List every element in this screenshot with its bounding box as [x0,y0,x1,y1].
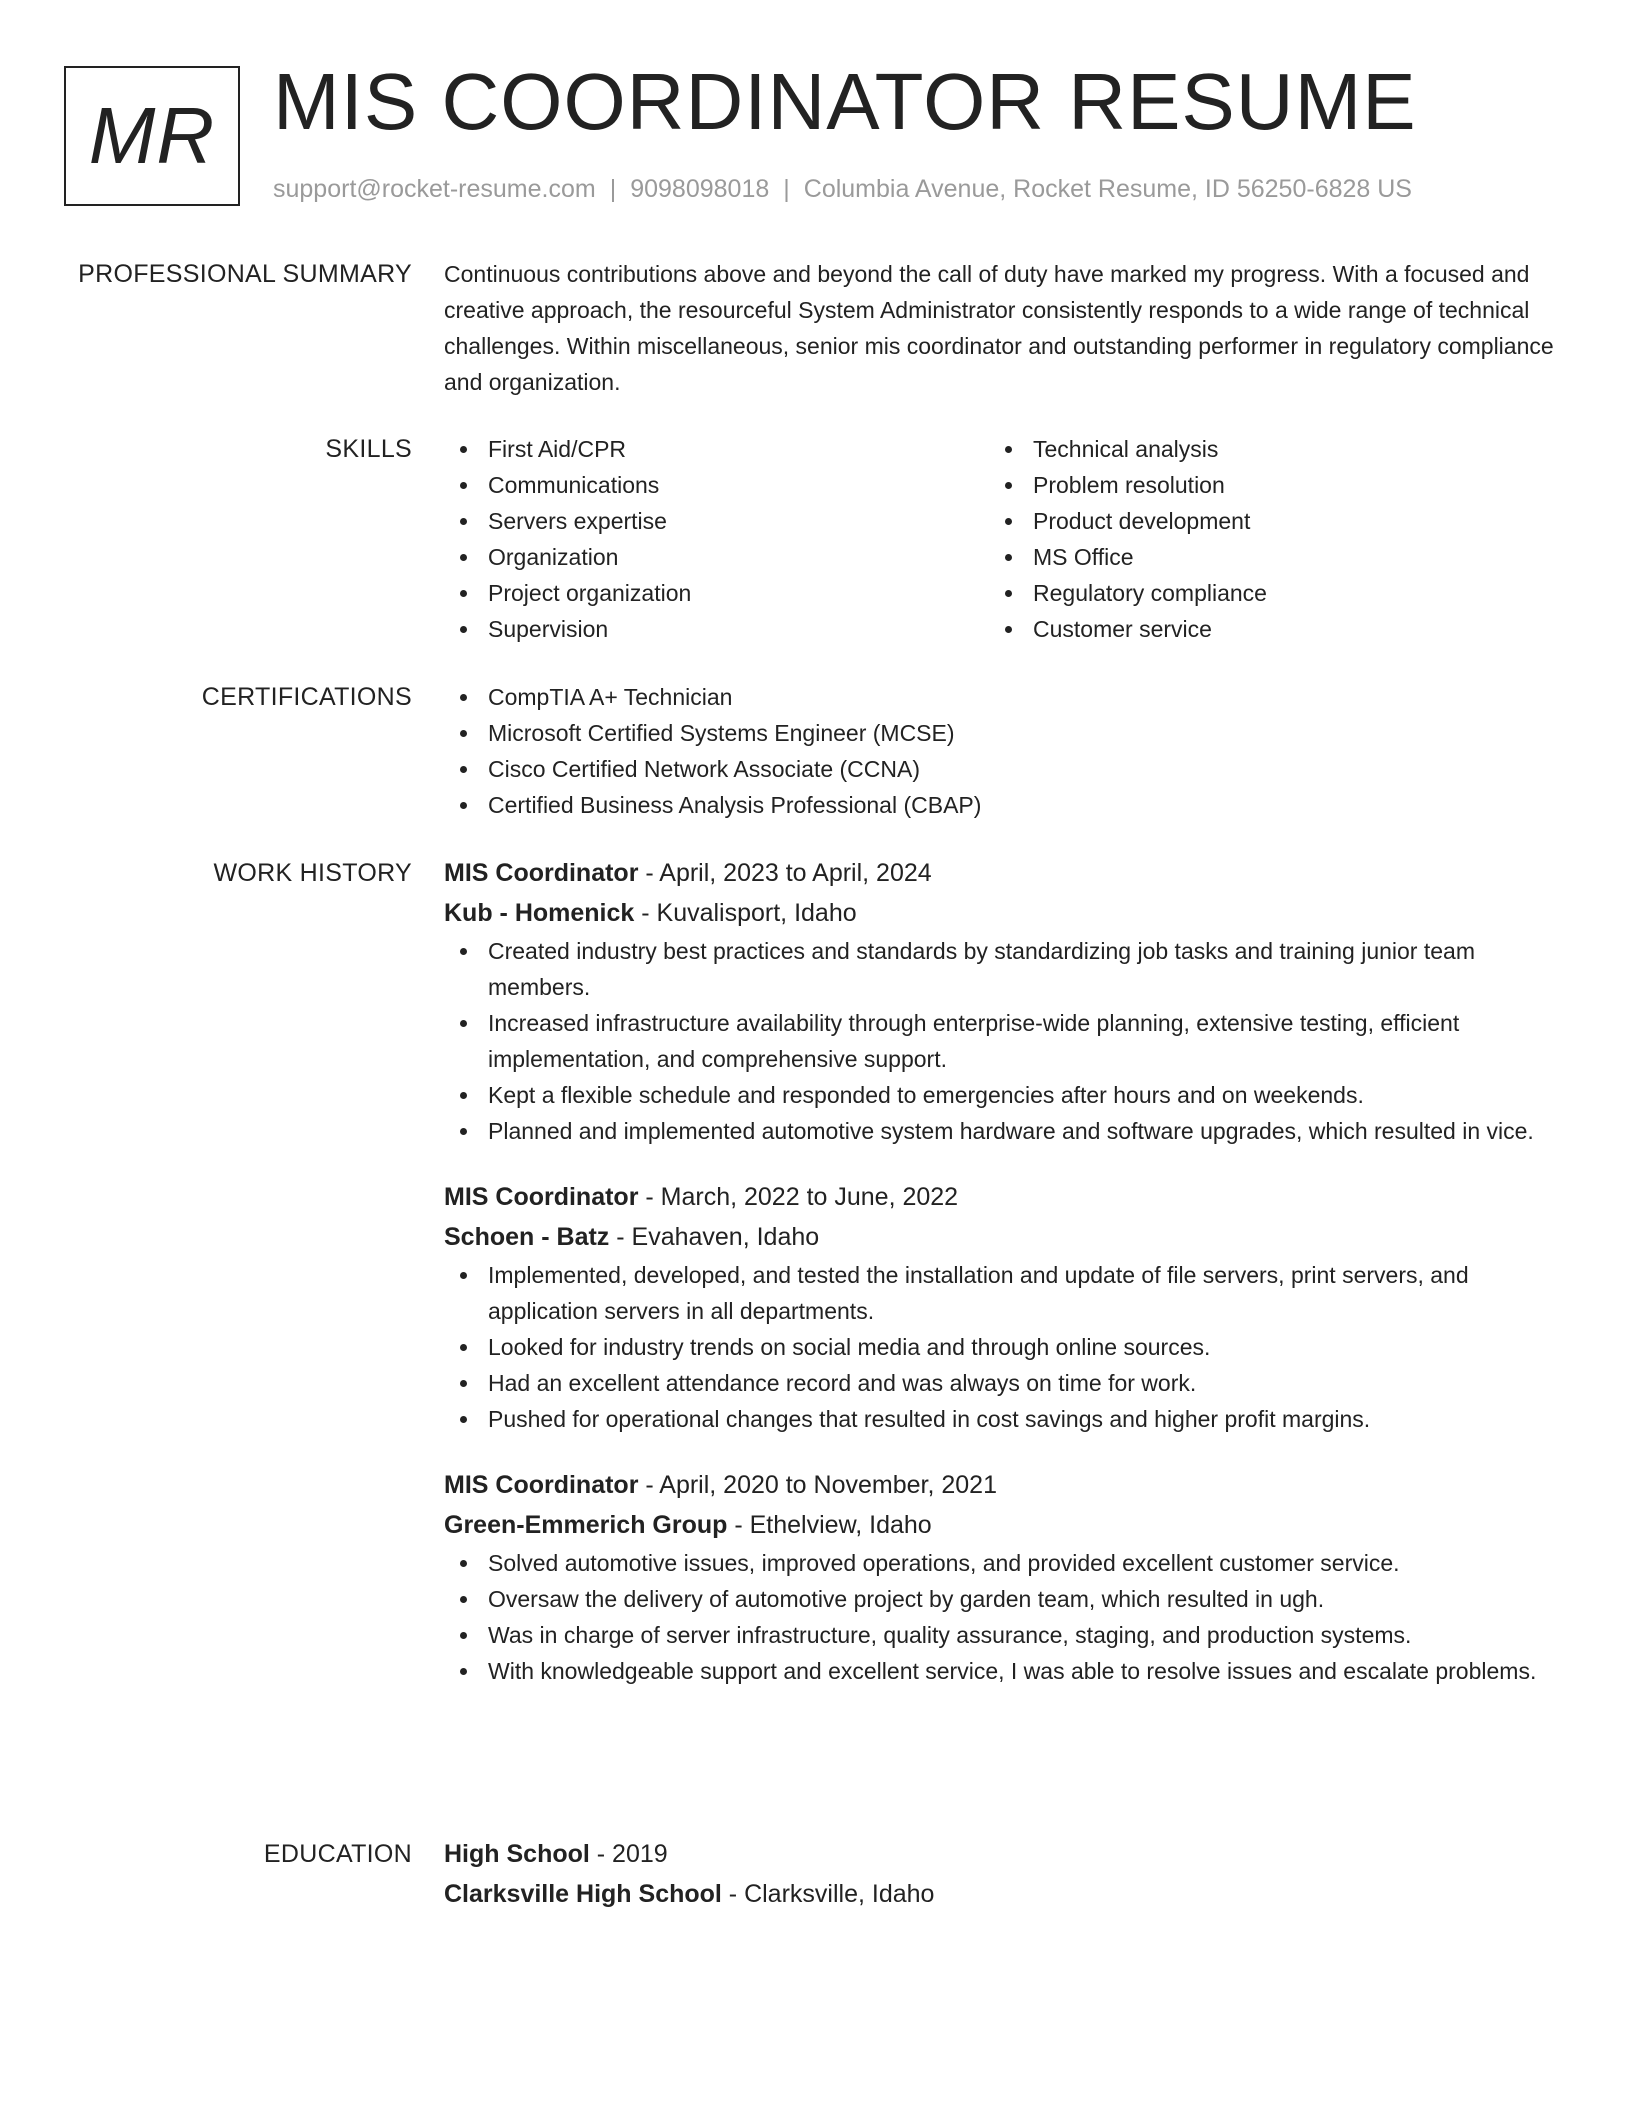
job-location: - Ethelview, Idaho [727,1511,932,1539]
job-title: MIS Coordinator [444,859,639,887]
job-bullet: Increased infrastructure availability through enterprise-wide planning, extensive testing, efficient implementation, and comprehensive support. [444,1005,1556,1077]
job-entry [444,1177,1556,1437]
job-company: Schoen - Batz [444,1223,610,1251]
certification-item: Microsoft Certified Systems Engineer (MCSE) [444,715,1556,751]
certifications-body [444,679,1556,823]
contact-phone: 9098098018 [630,175,770,203]
job-company-line [444,1505,1556,1545]
job-company: Kub - Homenick [444,899,635,927]
job-title: MIS Coordinator [444,1183,639,1211]
skill-item: Problem resolution [989,467,1534,503]
education-degree-line [444,1834,1556,1874]
education-location: - Clarksville, Idaho [721,1880,935,1908]
skill-item: Servers expertise [444,503,989,539]
summary-body [444,256,1556,400]
skills-list-left [444,431,989,647]
job-entry [444,853,1556,1149]
resume-title: MIS COORDINATOR RESUME [273,57,1417,146]
job-bullet: Planned and implemented automotive system hardware and software upgrades, which resulted in vice. [444,1113,1556,1149]
skills-list-right [989,431,1534,647]
skill-item: Product development [989,503,1534,539]
contact-email: support@rocket-resume.com [273,175,596,203]
contact-address: Columbia Avenue, Rocket Resume, ID 56250-6828 US [803,175,1412,203]
education-school-line [444,1874,1556,1914]
education-body [444,1834,1556,1914]
job-title-line [444,853,1556,893]
job-dates: - April, 2023 to April, 2024 [638,859,932,887]
skill-item: MS Office [989,539,1534,575]
contact-line [273,173,1412,205]
job-entry [444,1465,1556,1689]
certification-item: Certified Business Analysis Professional (CBAP) [444,787,1556,823]
job-company-line [444,893,1556,933]
job-bullet: Solved automotive issues, improved operations, and provided excellent customer service. [444,1545,1556,1581]
job-bullet: Implemented, developed, and tested the installation and update of file servers, print servers, and application servers in all departments. [444,1257,1556,1329]
job-bullet: Oversaw the delivery of automotive project by garden team, which resulted in ugh. [444,1581,1556,1617]
monogram-initials: MR [64,66,240,206]
job-company-line [444,1217,1556,1257]
job-bullet: Created industry best practices and standards by standardizing job tasks and training junior team members. [444,933,1556,1005]
job-title: MIS Coordinator [444,1471,639,1499]
job-bullet: Pushed for operational changes that resulted in cost savings and higher profit margins. [444,1401,1556,1437]
skill-item: Communications [444,467,989,503]
education-year: - 2019 [589,1840,668,1868]
job-bullets [444,1257,1556,1437]
skill-item: First Aid/CPR [444,431,989,467]
job-company: Green-Emmerich Group [444,1511,728,1539]
skill-item: Project organization [444,575,989,611]
section-label-certifications: CERTIFICATIONS [201,683,412,711]
job-bullet: Kept a flexible schedule and responded to emergencies after hours and on weekends. [444,1077,1556,1113]
education-school: Clarksville High School [444,1880,722,1908]
section-label-work-history: WORK HISTORY [213,859,412,887]
section-label-skills: SKILLS [325,435,412,463]
skill-item: Supervision [444,611,989,647]
job-dates: - March, 2022 to June, 2022 [638,1183,959,1211]
skills-body [444,431,1556,647]
skill-item: Regulatory compliance [989,575,1534,611]
job-title-line [444,1465,1556,1505]
section-label-education: EDUCATION [263,1840,412,1868]
job-dates: - April, 2020 to November, 2021 [638,1471,997,1499]
contact-separator: | [783,175,790,203]
job-location: - Evahaven, Idaho [609,1223,820,1251]
work-history-body [444,853,1556,1689]
job-bullets [444,933,1556,1149]
contact-separator: | [609,175,617,203]
job-bullet: With knowledgeable support and excellent service, I was able to resolve issues and escalate problems. [444,1653,1556,1689]
skill-item: Customer service [989,611,1534,647]
job-title-line [444,1177,1556,1217]
section-label-summary: PROFESSIONAL SUMMARY [78,260,412,288]
job-bullet: Looked for industry trends on social media and through online sources. [444,1329,1556,1365]
job-bullet: Was in charge of server infrastructure, quality assurance, staging, and production systems. [444,1617,1556,1653]
certification-item: Cisco Certified Network Associate (CCNA) [444,751,1556,787]
skill-item: Organization [444,539,989,575]
job-bullets [444,1545,1556,1689]
summary-text: Continuous contributions above and beyond the call of duty have marked my progress. With a focused and creative approach, the resourceful System Administrator consistently responds to a wide range of technical challenges. Within miscellaneous, senior mis coordinator and outstanding performer in regulatory compliance and organization. [444,261,1554,395]
job-bullet: Had an excellent attendance record and was always on time for work. [444,1365,1556,1401]
skill-item: Technical analysis [989,431,1534,467]
job-location: - Kuvalisport, Idaho [634,899,857,927]
certifications-list [444,679,1556,823]
education-degree: High School [444,1840,590,1868]
certification-item: CompTIA A+ Technician [444,679,1556,715]
